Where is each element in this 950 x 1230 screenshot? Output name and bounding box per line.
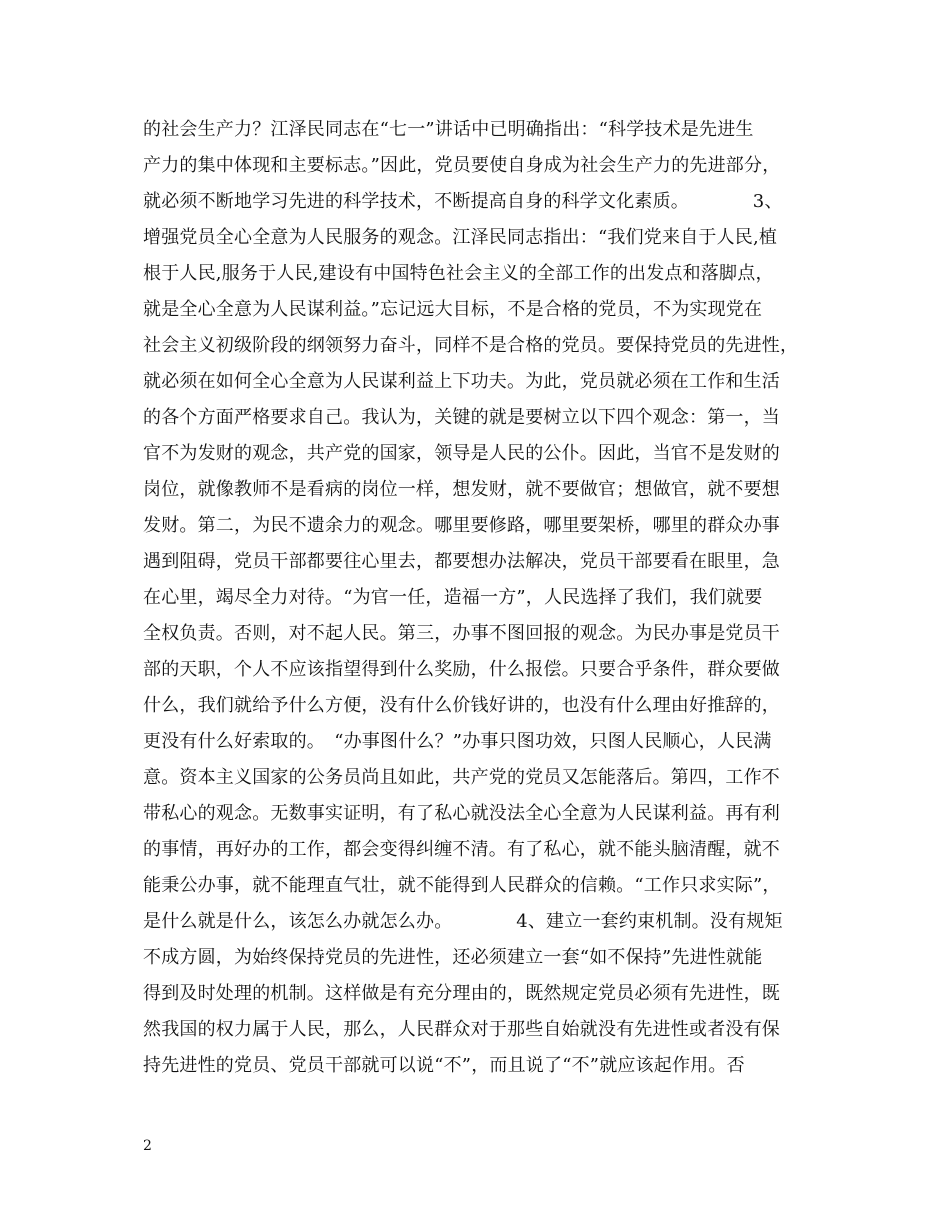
text-line: 什么，我们就给予什么方便，没有什么价钱好讲的，也没有什么理由好推辞的，	[143, 695, 780, 716]
text-line: 岗位，就像教师不是看病的岗位一样，想发财，就不要做官；想做官，就不要想	[143, 479, 780, 500]
text-line: 持先进性的党员、党员干部就可以说“不”，而且说了“不”就应该起作用。否	[143, 1055, 745, 1076]
text-line: 增强党员全心全意为人民服务的观念。江泽民同志指出：“我们党来自于人民,植	[143, 227, 778, 248]
text-line: 就必须不断地学习先进的科学技术，不断提高自身的科学文化素质。 3、	[143, 191, 783, 212]
text-line: 部的天职，个人不应该指望得到什么奖励，什么报偿。只要合乎条件，群众要做	[143, 659, 780, 680]
body-text	[143, 112, 813, 1084]
text-line: 就必须在如何全心全意为人民谋利益上下功夫。为此，党员就必须在工作和生活	[143, 371, 780, 392]
text-line: 能秉公办事，就不能理直气壮，就不能得到人民群众的信赖。“工作只求实际”，	[143, 875, 781, 896]
text-line: 官不为发财的观念，共产党的国家，领导是人民的公仆。因此，当官不是发财的	[143, 443, 780, 464]
text-line: 根于人民,服务于人民,建设有中国特色社会主义的全部工作的出发点和落脚点，	[143, 263, 774, 284]
text-line: 全权负责。否则，对不起人民。第三，办事不图回报的观念。为民办事是党员干	[143, 623, 780, 644]
text-line: 带私心的观念。无数事实证明，有了私心就没法全心全意为人民谋利益。再有利	[143, 803, 780, 824]
text-line: 意。资本主义国家的公务员尚且如此，共产党的党员又怎能落后。第四，工作不	[143, 767, 780, 788]
text-line: 然我国的权力属于人民，那么，人民群众对于那些自始就没有先进性或者没有保	[143, 1019, 780, 1040]
text-line: 得到及时处理的机制。这样做是有充分理由的，既然规定党员必须有先进性，既	[143, 983, 780, 1004]
text-line: 更没有什么好索取的。 “办事图什么？”办事只图功效，只图人民顺心，人民满	[143, 731, 772, 752]
text-line: 的社会生产力？江泽民同志在“七一”讲话中已明确指出：“科学技术是先进生	[143, 119, 754, 140]
text-line: 是什么就是什么，该怎么办就怎么办。 4、建立一套约束机制。没有规矩	[143, 911, 783, 932]
page-number: 2	[143, 1138, 152, 1154]
text-line: 的事情，再好办的工作，都会变得纠缠不清。有了私心，就不能头脑清醒，就不	[143, 839, 780, 860]
text-line: 社会主义初级阶段的纲领努力奋斗，同样不是合格的党员。要保持党员的先进性，	[143, 335, 799, 356]
text-line: 发财。第二，为民不遗余力的观念。哪里要修路，哪里要架桥，哪里的群众办事	[143, 515, 780, 536]
text-line: 不成方圆，为始终保持党员的先进性，还必须建立一套“如不保持”先进性就能	[143, 947, 763, 968]
text-line: 产力的集中体现和主要标志。”因此，党员要使自身成为社会生产力的先进部分，	[143, 155, 781, 176]
text-line: 的各个方面严格要求自己。我认为，关键的就是要树立以下四个观念：第一，当	[143, 407, 780, 428]
text-line: 在心里，竭尽全力对待。“为官一任，造福一方”，人民选择了我们，我们就要	[143, 587, 763, 608]
text-line: 遇到阻碍，党员干部都要往心里去，都要想办法解决，党员干部要看在眼里，急	[143, 551, 780, 572]
text-line: 就是全心全意为人民谋利益。”忘记远大目标，不是合格的党员，不为实现党在	[143, 299, 763, 320]
